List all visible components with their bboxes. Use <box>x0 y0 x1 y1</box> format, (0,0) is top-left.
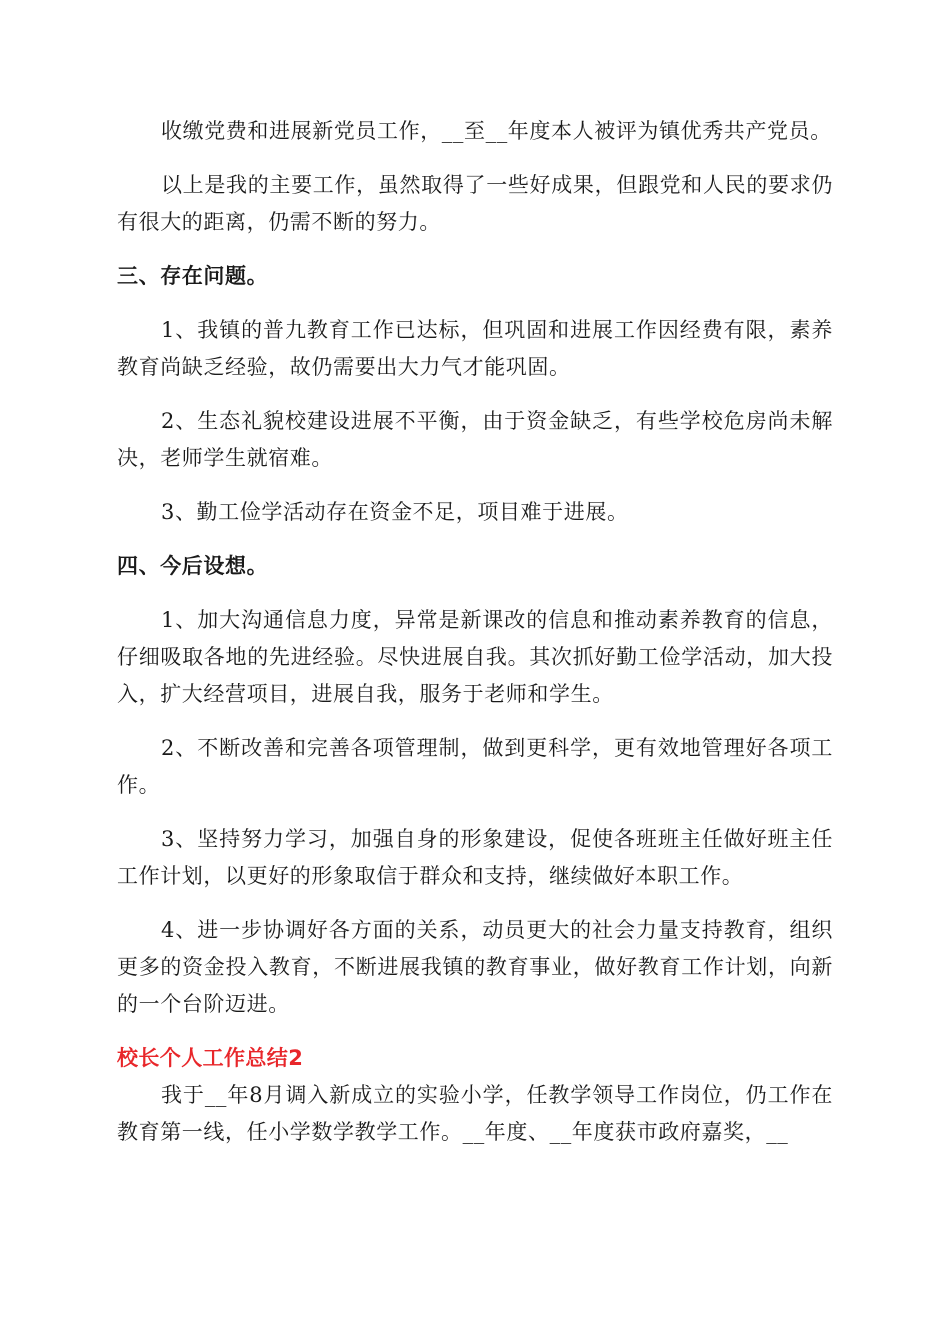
paragraph-summary: 以上是我的主要工作，虽然取得了一些好成果，但跟党和人民的要求仍有很大的距离，仍需不断的努力。 <box>117 173 833 234</box>
article-intro: 我于__年8月调入新成立的实验小学，任教学领导工作岗位，仍工作在教育第一线，任小学数学教学工作。__年度、__年度获市政府嘉奖，__ <box>117 1083 833 1144</box>
problem-item-3: 3、勤工俭学活动存在资金不足，项目难于进展。 <box>161 500 629 524</box>
problem-item-2: 2、生态礼貌校建设进展不平衡，由于资金缺乏，有些学校危房尚未解决，老师学生就宿难。 <box>117 409 833 470</box>
section-heading-plans: 四、今后设想。 <box>117 554 269 578</box>
paragraph-party-work: 收缴党费和进展新党员工作，__至__年度本人被评为镇优秀共产党员。 <box>161 119 832 143</box>
plan-item-3: 3、坚持努力学习，加强自身的形象建设，促使各班班主任做好班主任工作计划，以更好的形象取信于群众和支持，继续做好本职工作。 <box>117 827 833 888</box>
plan-item-2: 2、不断改善和完善各项管理制，做到更科学，更有效地管理好各项工作。 <box>117 736 833 797</box>
document-body <box>117 113 833 1151</box>
section-heading-problems: 三、存在问题。 <box>117 264 269 288</box>
plan-item-1: 1、加大沟通信息力度，异常是新课改的信息和推动素养教育的信息，仔细吸取各地的先进经验。尽快进展自我。其次抓好勤工俭学活动，加大投入，扩大经营项目，进展自我，服务于老师和学生。 <box>117 608 833 706</box>
plan-item-4: 4、进一步协调好各方面的关系，动员更大的社会力量支持教育，组织更多的资金投入教育，不断进展我镇的教育事业，做好教育工作计划，向新的一个台阶迈进。 <box>117 918 833 1016</box>
article-title: 校长个人工作总结2 <box>117 1046 304 1070</box>
problem-item-1: 1、我镇的普九教育工作已达标，但巩固和进展工作因经费有限，素养教育尚缺乏经验，故仍需要出大力气才能巩固。 <box>117 318 833 379</box>
